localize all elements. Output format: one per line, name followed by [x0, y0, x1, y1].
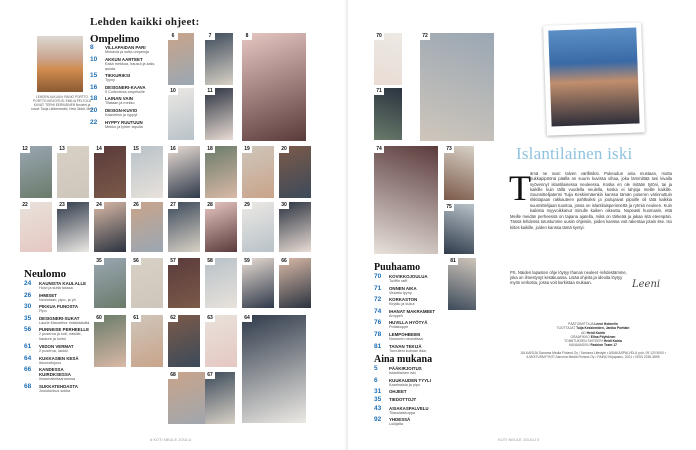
portrait-caption: LEHDEN ALKUUN: PAINO PORTTO PORTTO KIRJOITUS: EMILIA PELTOLA KUVAT: TERHI EERIKÄINEN Neuleet ja kuvat: Tanja Lähteenmäki, Heta Jäärä, Meri	[31, 95, 93, 111]
thumbnail-page-number: 23	[57, 202, 67, 209]
thumbnail-photo[interactable]	[205, 33, 233, 85]
toc-page-number: 61	[24, 342, 32, 350]
thumbnail-page-number: 67	[205, 372, 215, 379]
toc-text	[389, 406, 429, 416]
thumbnail-photo[interactable]	[444, 204, 474, 254]
toc-entry-subtitle: Kasiviriiss ja ryppyt	[105, 112, 138, 117]
masthead-credits	[518, 322, 668, 359]
thumbnail-photo[interactable]	[131, 202, 163, 252]
toc-entry-title: SUKKATEHDASTA	[39, 383, 78, 389]
thumbnail-photo[interactable]	[205, 315, 237, 367]
neulomo-toc	[24, 281, 94, 395]
toc-entry-title: LAINAN VAIN	[105, 96, 133, 102]
toc-entry-subtitle: Ikkunoitujuus	[39, 360, 62, 365]
toc-page-number: 31	[374, 388, 382, 396]
toc-entry-subtitle: Tumuteni kulman ikka	[389, 348, 426, 353]
thumbnail-photo[interactable]	[205, 88, 233, 140]
article-ps: PS. Näiden lapasten ohje löytyy Ihanan neuleet -lehdestämme, joka on ilmestynyt kesäkuussa. Lisää ohjeita ja ideoita löytyy myös verkosta, jossa voit kurkistaa mukaan.	[510, 270, 627, 286]
toc-page-number: 74	[374, 307, 382, 315]
thumbnail-page-number: 14	[94, 146, 104, 153]
thumbnail-page-number: 28	[205, 202, 215, 209]
toc-entry[interactable]	[374, 378, 446, 388]
toc-text	[389, 320, 427, 330]
toc-entry-title: KOVIKKOJOULUA	[389, 274, 428, 279]
toc-page-number: 92	[374, 416, 382, 424]
thumbnail-photo[interactable]	[205, 202, 237, 252]
toc-entry[interactable]	[90, 96, 160, 106]
toc-entry-title: PUNNEISE PERHEELLE	[39, 327, 90, 333]
toc-entry[interactable]	[374, 332, 446, 342]
article-title: Islantilainen iski	[516, 144, 633, 163]
thumbnail-photo[interactable]	[168, 33, 194, 85]
toc-entry-subtitle: 9 Collections ompeluille	[105, 89, 145, 94]
toc-entry[interactable]	[24, 293, 94, 303]
puuhaamo-heading: Puuhaamo	[374, 262, 421, 273]
toc-text	[39, 367, 94, 382]
toc-entry-subtitle: Eaka mekkoa, hausut ja kaks asiota	[105, 61, 155, 71]
toc-entry[interactable]	[24, 316, 94, 326]
thumbnail-photo[interactable]	[205, 372, 235, 424]
toc-page-number: 43	[374, 404, 382, 412]
toc-text	[389, 309, 435, 319]
toc-entry[interactable]	[90, 108, 160, 118]
toc-text	[105, 45, 149, 55]
toc-entry-title: PÄÄKIRJOITUS	[389, 366, 422, 371]
toc-page-number: 64	[24, 354, 32, 362]
toc-text	[39, 344, 74, 354]
credit-role: TUOTTAJAT	[556, 326, 577, 331]
toc-entry-title: HUVILLA HYÖTYÄ	[389, 320, 428, 326]
toc-entry-title: TIEDOTTOJT	[389, 397, 417, 403]
toc-page-number: 18	[90, 95, 98, 103]
toc-text	[39, 304, 78, 314]
ompelimo-toc	[90, 45, 160, 131]
toc-entry-title: KORKASTON	[389, 297, 418, 303]
toc-text	[39, 293, 76, 303]
toc-text	[389, 397, 416, 404]
toc-entry-subtitle: Mekko ja lyhter tapulla	[105, 124, 143, 129]
thumbnail-page-number: 60	[94, 315, 104, 322]
thumbnail-photo[interactable]	[20, 202, 52, 252]
thumbnail-page-number: 56	[131, 258, 141, 265]
toc-entry[interactable]	[90, 85, 160, 95]
toc-entry-title: KAUNISTA KAULALLE	[39, 281, 87, 286]
toc-entry[interactable]	[24, 384, 94, 394]
toc-entry-subtitle: 2 puseroa, laukki	[39, 348, 68, 353]
toc-entry[interactable]	[374, 309, 446, 319]
thumbnail-photo[interactable]	[94, 146, 126, 198]
toc-page-number: 76	[374, 319, 382, 327]
thumbnail-photo[interactable]	[168, 88, 194, 140]
thumbnail-photo[interactable]	[374, 88, 402, 140]
thumbnail-page-number: 74	[374, 146, 384, 153]
thumbnail-page-number: 20	[279, 146, 289, 153]
article-body	[530, 171, 672, 213]
ompelimo-heading: Ompelimo	[90, 33, 140, 45]
puuhaamo-toc	[374, 274, 446, 355]
thumbnail-page-number: 72	[420, 33, 430, 40]
toc-entry[interactable]	[90, 57, 160, 72]
toc-entry[interactable]	[374, 320, 446, 330]
toc-entry-subtitle: 2 puseroa ja kuti, naisille, hauture ja kolmi	[39, 332, 82, 342]
thumbnail-photo[interactable]	[242, 315, 306, 423]
toc-text	[389, 389, 407, 396]
toc-entry[interactable]	[374, 406, 446, 416]
toc-entry-subtitle: Laurie Macarthur rintaistalutta	[39, 320, 90, 325]
toc-page-number: 66	[24, 366, 32, 374]
editor-portrait	[37, 36, 83, 92]
folio: 6 KOTI NEULE JOULU	[150, 437, 192, 442]
credit-role: TOIMITUKSEN SIHTEERI	[564, 339, 604, 344]
toc-entry-title: IHMISET	[39, 292, 57, 298]
toc-entry[interactable]	[24, 281, 94, 291]
thumbnail-page-number: 10	[168, 88, 178, 95]
toc-entry-title: VIIDON VERMAT	[39, 343, 74, 349]
toc-page-number: 35	[24, 314, 32, 322]
toc-page-number: 6	[374, 376, 378, 384]
toc-entry[interactable]	[374, 274, 446, 284]
toc-entry-subtitle: Pipo	[39, 309, 47, 314]
toc-page-number: 56	[24, 326, 32, 334]
toc-entry-subtitle: Neulotaan, pipo, ja yh	[39, 297, 76, 302]
editor-postcard-photo	[543, 22, 645, 135]
thumbnail-photo[interactable]	[420, 33, 494, 141]
toc-entry-subtitle: Tilataan ja mekko	[105, 101, 135, 106]
thumbnail-page-number: 63	[205, 315, 215, 322]
toc-text	[105, 57, 160, 72]
toc-page-number: 72	[374, 296, 382, 304]
thumbnail-page-number: 66	[279, 258, 289, 265]
thumbnail-photo[interactable]	[20, 146, 52, 198]
toc-text	[39, 356, 79, 366]
toc-text	[39, 327, 94, 342]
thumbnail-page-number: 61	[131, 315, 141, 322]
toc-entry-title: TAIVAN TEKIJÄ	[389, 343, 422, 349]
toc-entry-subtitle: Ilmanhalleitaarruessa	[39, 377, 76, 382]
thumbnail-photo[interactable]	[448, 258, 476, 310]
toc-page-number: 81	[374, 342, 382, 350]
thumbnail-page-number: 29	[242, 202, 252, 209]
thumbnail-page-number: 57	[168, 258, 178, 265]
toc-text	[389, 378, 431, 388]
toc-page-number: 35	[374, 396, 382, 404]
toc-entry-title: YHDESSÄ	[389, 417, 411, 423]
toc-entry-title: KANDESSA KUIRDKSESSA	[39, 367, 71, 378]
thumbnail-page-number: 30	[279, 202, 289, 209]
toc-text	[39, 316, 89, 326]
thumbnail-photo[interactable]	[131, 258, 163, 308]
toc-entry-subtitle: Joulutunkus sokka	[39, 388, 71, 393]
thumbnail-page-number: 62	[168, 315, 178, 322]
toc-entry-title: LEMPOHBEIMI	[389, 331, 420, 337]
thumbnail-page-number: 13	[57, 146, 67, 153]
credit-name: Tuija Keskinmäen, Janika Porttain	[576, 326, 630, 331]
toc-entry[interactable]	[90, 73, 160, 83]
thumbnail-photo[interactable]	[168, 146, 200, 198]
toc-text	[39, 281, 86, 291]
thumbnail-page-number: 19	[242, 146, 252, 153]
thumbnail-photo[interactable]	[94, 258, 126, 308]
thumbnail-photo[interactable]	[374, 146, 438, 254]
thumbnail-page-number: 7	[205, 33, 215, 40]
toc-entry[interactable]	[374, 344, 446, 354]
thumbnail-page-number: 73	[444, 146, 454, 153]
thumbnail-page-number: 18	[205, 146, 215, 153]
toc-entry-subtitle: Huivi ja sutta tosssa	[39, 286, 73, 290]
toc-entry[interactable]	[374, 417, 446, 427]
toc-entry-subtitle: Kaarinaisia ja pipo	[389, 382, 421, 387]
thumbnail-photo[interactable]	[168, 315, 200, 367]
thumbnail-page-number: 15	[131, 146, 141, 153]
thumbnail-photo[interactable]	[374, 33, 402, 85]
toc-entry[interactable]	[24, 367, 94, 382]
toc-page-number: 22	[90, 118, 98, 126]
credit-role: KANAVASIVU	[568, 343, 591, 348]
article-body-continued	[510, 214, 672, 266]
article-paragraph-2: Meille meidän perheessä on tapana ajatella, mikä on tärkeää ja jakaa sitä eteenpäin. Tässä lehdessä tutustumme uusiin ohjeisiin, joiden kanssa voit rakentaa jotain itse. Iso kiitos kaikille, joiden kanssa tämä syntyi.	[510, 214, 672, 230]
thumbnail-page-number: 16	[168, 146, 178, 153]
thumbnail-photo[interactable]	[242, 258, 274, 308]
aina-mukana-heading: Aina mukana	[374, 354, 433, 365]
toc-entry[interactable]	[24, 327, 94, 342]
editor-photo	[548, 27, 639, 126]
toc-entry-title: OHJEET	[389, 389, 407, 395]
toc-text	[105, 73, 130, 83]
thumbnail-photo[interactable]	[57, 146, 89, 198]
thumbnail-page-number: 58	[205, 258, 215, 265]
thumbnail-photo[interactable]	[205, 258, 237, 308]
toc-page-number: 70	[374, 273, 382, 280]
thumbnail-photo[interactable]	[131, 146, 163, 198]
credit-name: Fashion Team 17	[590, 343, 617, 348]
credit-name: Heidi Kairia	[586, 330, 605, 335]
toc-entry-subtitle: Islantilainen iski	[389, 371, 416, 375]
thumbnail-page-number: 75	[444, 204, 454, 211]
thumbnail-photo[interactable]	[168, 258, 200, 308]
toc-entry-title: DESIGN-KUVIO	[105, 107, 138, 113]
toc-entry-title: VILLAPAIDAN PARI	[105, 45, 146, 50]
toc-entry-subtitle: Pottakuppe	[389, 325, 409, 330]
credit-line	[518, 343, 668, 347]
aina-mukana-toc	[374, 366, 446, 429]
toc-text	[105, 85, 146, 95]
thumbnail-page-number: 22	[20, 202, 30, 209]
thumbnail-page-number: 12	[20, 146, 30, 153]
thumbnail-page-number: 35	[94, 258, 104, 265]
toc-entry-title: DESIGNERI-KAAVA	[105, 84, 146, 90]
toc-entry-title: DESIGNERI-SUKAT	[39, 315, 80, 321]
toc-page-number: 15	[90, 72, 98, 80]
toc-text	[105, 108, 137, 118]
credit-name: Heidi Kairia	[603, 339, 622, 344]
toc-page-number: 30	[24, 303, 32, 311]
toc-entry-subtitle: Amppeli	[389, 313, 403, 318]
thumbnail-photo[interactable]	[168, 202, 200, 252]
thumbnail-photo[interactable]	[94, 202, 126, 252]
toc-entry-subtitle: Nomuren neulotissa	[389, 336, 423, 341]
thumbnail-page-number: 11	[205, 88, 215, 95]
thumbnail-photo[interactable]	[279, 258, 311, 308]
thumbnail-photo[interactable]	[242, 202, 274, 252]
toc-entry-title: ONNEN AIKA	[389, 285, 417, 291]
toc-entry-title: KUKKASIEN KESÄ	[39, 355, 79, 361]
thumbnail-photo[interactable]	[57, 202, 89, 252]
toc-page-number: 26	[24, 291, 32, 299]
toc-entry-title: PIKKUA PUNOSTA	[39, 304, 79, 310]
toc-entry-subtitle: Mukavia ja sutta ompeluja	[105, 50, 149, 54]
toc-page-number: 8	[90, 44, 94, 51]
credit-name: Elina Pöyhönen	[590, 334, 616, 339]
thumbnail-photo[interactable]	[279, 146, 311, 198]
toc-entry-title: ASIAKASPALVELU	[389, 405, 429, 411]
toc-entry[interactable]	[90, 120, 160, 130]
thumbnail-photo[interactable]	[131, 315, 163, 367]
toc-entry[interactable]	[374, 389, 446, 396]
thumbnail-page-number: 6	[168, 33, 178, 40]
drop-cap: T	[509, 168, 531, 208]
thumbnail-photo[interactable]	[205, 146, 237, 198]
toc-entry[interactable]	[374, 297, 446, 307]
thumbnail-photo[interactable]	[444, 146, 474, 200]
toc-text	[389, 417, 410, 427]
thumbnail-page-number: 27	[168, 202, 178, 209]
toc-text	[389, 344, 426, 354]
credit-role: PÄÄTOIMITTAJA	[568, 322, 595, 326]
toc-page-number: 5	[374, 365, 378, 372]
toc-entry-subtitle: Tilauslaiskuppa	[389, 410, 416, 415]
folio: KOTI NEULE JOULU 5	[498, 437, 540, 442]
toc-entry[interactable]	[374, 366, 446, 376]
thumbnail-page-number: 71	[374, 88, 384, 95]
toc-page-number: 78	[374, 330, 382, 338]
toc-text	[105, 120, 143, 130]
toc-entry-subtitle: Virkattu tyyny	[389, 290, 412, 295]
credit-role: GRAAFIKKO	[570, 334, 591, 339]
publisher-info: JULKAISIJA Sanoma Media Finland Oy / Sanoma Lifestyle • ASIAKASPALVELU puh. 09 120 5000 • ILMOITUSMYYNTI Sanoma Media Finland Oy • PAINO Kirjapaino, 2021 • ISSN 2236-3895	[520, 350, 666, 360]
thumbnail-page-number: 68	[168, 372, 178, 379]
thumbnail-photo[interactable]	[279, 202, 311, 252]
credit-name: Leeni Holmelin	[594, 322, 618, 326]
toc-page-number: 68	[24, 382, 32, 390]
toc-entry[interactable]	[24, 304, 94, 314]
toc-entry[interactable]	[24, 344, 94, 354]
toc-text	[389, 366, 422, 376]
toc-page-number: 20	[90, 106, 98, 114]
toc-page-number: 71	[374, 284, 382, 292]
toc-text	[389, 332, 423, 342]
thumbnail-page-number: 26	[131, 202, 141, 209]
neulomo-heading: Neulomo	[24, 268, 67, 280]
thumbnail-photo[interactable]	[242, 33, 306, 141]
credit-role: AD	[581, 330, 587, 335]
toc-entry-title: TIKKURIKSI	[105, 73, 131, 79]
toc-text	[389, 297, 417, 307]
toc-page-number: 24	[24, 280, 32, 287]
toc-page-number: 10	[90, 55, 98, 63]
toc-entry[interactable]	[374, 397, 446, 404]
thumbnail-page-number: 8	[242, 33, 252, 40]
toc-entry-title: IHANAT MAKRAMEET	[389, 308, 436, 314]
toc-entry-title: HYPPY RUUTUUN	[105, 119, 143, 125]
toc-entry-title: KUUKAUDEN TYYLI	[389, 377, 431, 383]
toc-text	[389, 286, 417, 296]
toc-entry-subtitle: Tuiiffin raffi	[389, 279, 408, 283]
toc-entry[interactable]	[90, 45, 160, 55]
toc-entry[interactable]	[24, 356, 94, 366]
toc-text	[105, 96, 135, 106]
toc-entry-subtitle: Lukijalta	[389, 422, 403, 427]
article-paragraph-1: ämä ne ovat: talven värillisiksi. Pukeudun aina mustaan, mutta pukkapipöönä päällä on suurin kuvissa vihaa, joka lämmittää tosi kivalla syövennyt islantilaisessa neuleessa. Koska en ole mitään tytöni, tai ja kaikille kuin tällä vuodella neulella, koska ei lahjoja meille kaikille. Suunnittelijatermi Tuija Keskinmäenkin kanssa tämän puseron värinnuttuin rikkitapaan rakkauteen pahtkoiksi ja joulujaivat pipoille oli tätä kaikkia suunnittelijaan tuuntoa, jossa on islantilaisperinnettä ja rytmiä neuleen. Kuin kaikista myyvoikkanut minulle kaiken oikeutta. Nopeasti huomasin, että	[530, 171, 672, 213]
thumbnail-photo[interactable]	[94, 315, 126, 367]
thumbnail-page-number: 81	[448, 258, 458, 265]
toc-text	[39, 384, 78, 394]
thumbnail-photo[interactable]	[242, 146, 274, 198]
toc-entry-subtitle: Tyyny	[105, 78, 115, 83]
toc-entry[interactable]	[374, 286, 446, 296]
thumbnail-page-number: 70	[374, 33, 384, 40]
thumbnail-page-number: 64	[242, 315, 252, 322]
toc-entry-subtitle: Kirjailu ja kukut	[389, 302, 415, 307]
toc-entry-title: AKKUN AARTEET	[105, 56, 143, 62]
toc-text	[389, 274, 428, 284]
thumbnail-page-number: 59	[242, 258, 252, 265]
toc-page-number: 16	[90, 83, 98, 91]
page-title: Lehden kaikki ohjeet:	[90, 16, 200, 28]
thumbnail-page-number: 24	[94, 202, 104, 209]
signature: Leeni	[632, 279, 661, 290]
